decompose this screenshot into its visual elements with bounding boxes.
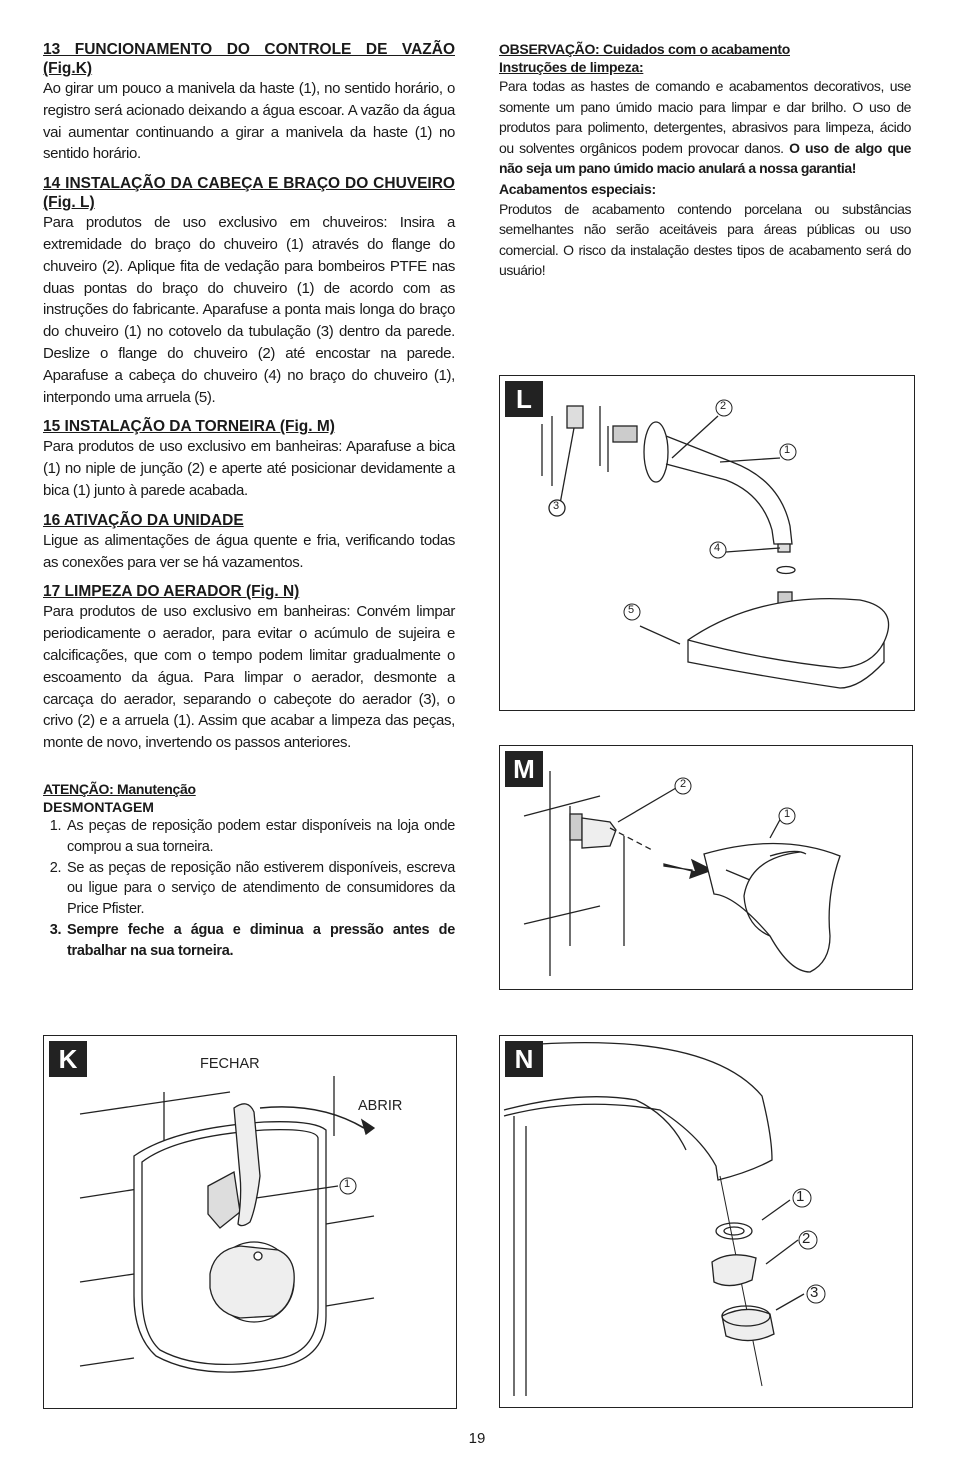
callout-2: 2: [802, 1230, 811, 1247]
callout-1: 1: [784, 444, 791, 456]
page-number: 19: [468, 1430, 486, 1447]
section-14: [43, 174, 455, 408]
callout-1: 1: [796, 1188, 805, 1205]
open-label: ABRIR: [358, 1098, 403, 1114]
left-column: [43, 40, 455, 962]
right-column: [499, 40, 911, 281]
section-15: [43, 417, 455, 501]
section-heading: 17 LIMPEZA DO AERADOR (Fig. N): [43, 583, 300, 601]
cleaning-title: Instruções de limpeza:: [499, 59, 644, 75]
callout-1: 1: [784, 808, 791, 820]
maintenance-step-warning: 3. Sempre feche a água e diminua a pressão antes de trabalhar na sua torneira.: [65, 920, 455, 962]
callout-2: 2: [720, 400, 727, 412]
figure-m: [499, 745, 913, 990]
section-body: Ao girar um pouco a manivela da haste (1), no sentido horário, o registro será acionado deixando a água escoar. A vazão da água vai aumentar continuando a girar a manivela da haste (1) no sentido horário.: [43, 80, 455, 163]
section-body: Ligue as alimentações de água quente e fria, verificando todas as conexões para ver se há vazamentos.: [43, 531, 455, 571]
maintenance-block: [43, 780, 455, 962]
section-heading: 14 INSTALAÇÃO DA CABEÇA E BRAÇO DO CHUVEIRO (Fig. L): [43, 175, 455, 212]
section-16: [43, 511, 455, 574]
figure-n-drawing: [500, 1036, 912, 1407]
figure-n-tag: N: [505, 1041, 543, 1077]
callout-3: 3: [810, 1284, 819, 1301]
figure-k-tag: K: [49, 1041, 87, 1077]
cleaning-warning: O uso de algo que não seja um pano úmido macio anulará a nossa garantia!: [499, 139, 911, 176]
maintenance-step: 2. Se as peças de reposição não estiverem disponíveis, escreva ou ligue para o serviço de atendimento de consumidores da Price Pfister.: [65, 858, 455, 920]
cleaning-text: [499, 76, 911, 179]
figure-k-drawing: [44, 1036, 456, 1408]
figure-k: [43, 1035, 457, 1409]
callout-3: 3: [553, 500, 560, 512]
figure-m-drawing: [500, 746, 912, 989]
figure-m-tag: M: [505, 751, 543, 787]
callout-5: 5: [628, 604, 635, 616]
maintenance-title: ATENÇÃO: Manutenção: [43, 780, 196, 797]
cleaning-body: Para todas as hastes de comando e acabamentos decorativos, use somente um pano úmido macio para limpar e dar brilho. O uso de produtos para polimento, detergentes, abrasivos para limpeza, ácido ou solventes orgânicos podem provocar danos.: [499, 78, 911, 156]
special-text: Produtos de acabamento contendo porcelana ou substâncias semelhantes não serão aceitáveis para áreas públicas ou uso comercial. O risco da instalação destes tipos de acabamento será do usuário!: [499, 200, 911, 278]
callout-1: 1: [344, 1178, 351, 1190]
figure-l-tag: L: [505, 381, 543, 417]
maintenance-subtitle: DESMONTAGEM: [43, 798, 154, 815]
section-heading: 13 FUNCIONAMENTO DO CONTROLE DE VAZÃO (Fig.K): [43, 41, 455, 77]
section-17: [43, 582, 455, 754]
figure-n: [499, 1035, 913, 1408]
close-label: FECHAR: [200, 1056, 260, 1072]
special-title: Acabamentos especiais:: [499, 180, 656, 197]
figure-l: [499, 375, 915, 711]
section-heading: 15 INSTALAÇÃO DA TORNEIRA (Fig. M): [43, 418, 335, 436]
section-body: Para produtos de uso exclusivo em banheiras: Convém limpar periodicamente o aerador, para evitar o acúmulo de sujeira e calcificações, que com o tempo podem limitar gradualmente o escoamento da água. Para limpar o aerador, desmonte a carcaça do aerador, separando o cabeçote do aerador (3), o crivo (2) e a arruela (1). Assim que acabar a limpeza das peças, monte de novo, invertendo os passos anteriores.: [43, 603, 455, 752]
figure-l-drawing: [500, 376, 914, 710]
callout-2: 2: [680, 778, 687, 790]
section-body: Para produtos de uso exclusivo em banheiras: Aparafuse a bica (1) no niple de junção (2) e aperte até posicionar devidamente a bica (1) junto à parede acabada.: [43, 438, 455, 499]
maintenance-step: 1. As peças de reposição podem estar disponíveis na loja onde comprou a sua torneira.: [65, 816, 455, 858]
note-title: OBSERVAÇÃO: Cuidados com o acabamento: [499, 41, 790, 57]
callout-4: 4: [714, 542, 721, 554]
section-heading: 16 ATIVAÇÃO DA UNIDADE: [43, 511, 244, 529]
section-body: Para produtos de uso exclusivo em chuveiros: Insira a extremidade do braço do chuveiro (1) através do flange do chuveiro (2). Aplique fita de vedação para bombeiros PTFE nas duas pontas do braço do chuveiro (1) de acordo com as instruções do fabricante. Aparafuse a ponta mais longa do braço do chuveiro (1) no cotovelo da tubulação (3) dentro da parede. Deslize o flange do chuveiro (2) até encostar na parede. Aparafuse a cabeça do chuveiro (4) no braço do chuveiro (1), interpondo uma arruela (5).: [43, 214, 455, 406]
section-13: [43, 40, 455, 165]
maintenance-steps: [43, 816, 455, 962]
